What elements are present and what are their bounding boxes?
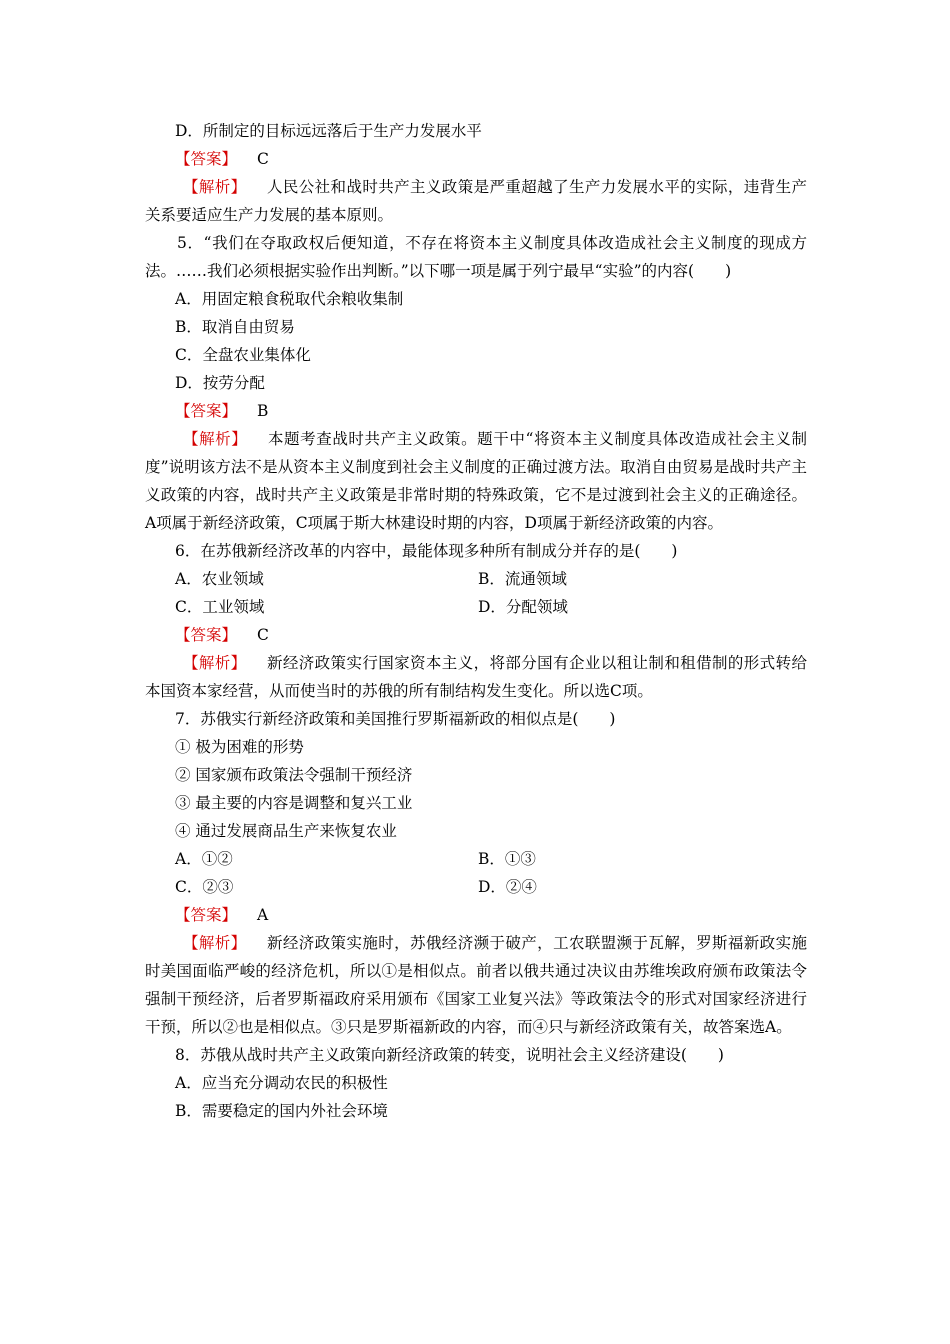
answer-tag: 【答案】 xyxy=(175,402,238,420)
q5-analysis-block xyxy=(145,425,807,537)
q4-option-d: D．所制定的目标远远落后于生产力发展水平 xyxy=(175,122,482,140)
answer-tag: 【答案】 xyxy=(175,906,238,924)
analysis-tag: 【解析】 xyxy=(183,934,247,952)
q5-answer: B xyxy=(257,402,269,420)
q7-options-row-1 xyxy=(145,845,807,873)
q6-option-a: A．农业领域 xyxy=(175,570,264,588)
q8-option-a: A．应当充分调动农民的积极性 xyxy=(175,1074,388,1092)
q6-analysis: 新经济政策实行国家资本主义，将部分国有企业以租让制和租借制的形式转给本国资本家经营，从而使当时的苏俄的所有制结构发生变化。所以选C项。 xyxy=(145,654,807,700)
q7-stem: 7．苏俄实行新经济政策和美国推行罗斯福新政的相似点是( ) xyxy=(175,710,616,728)
q5-option-a: A．用固定粮食税取代余粮收集制 xyxy=(175,290,404,308)
q4-analysis: 人民公社和战时共产主义政策是严重超越了生产力发展水平的实际，违背生产关系要适应生产力发展的基本原则。 xyxy=(145,178,807,224)
q8-option-b: B．需要稳定的国内外社会环境 xyxy=(175,1102,388,1120)
q7-item-4: ④ 通过发展商品生产来恢复农业 xyxy=(175,822,397,840)
q6-answer: C xyxy=(257,626,269,644)
analysis-tag: 【解析】 xyxy=(183,178,247,196)
q6-option-d: D．分配领域 xyxy=(478,598,568,616)
q7-option-d: D．②④ xyxy=(478,878,537,896)
q6-stem: 6．在苏俄新经济改革的内容中，最能体现多种所有制成分并存的是( ) xyxy=(175,542,678,560)
document-body xyxy=(145,117,807,1125)
q8-stem: 8．苏俄从战时共产主义政策向新经济政策的转变，说明社会主义经济建设( ) xyxy=(175,1046,724,1064)
q5-answer-line xyxy=(145,397,807,425)
answer-tag: 【答案】 xyxy=(175,150,238,168)
q6-options-row-2 xyxy=(145,593,807,621)
q7-option-c: C．②③ xyxy=(175,878,234,896)
q5-analysis: 本题考查战时共产主义政策。题干中“将资本主义制度具体改造成社会主义制度”说明该方法不是从资本主义制度到社会主义制度的正确过渡方法。取消自由贸易是战时共产主义政策的内容，战时共产主义政策是非常时期的特殊政策，它不是过渡到社会主义的正确途径。A项属于新经济政策，C项属于斯大林建设时期的内容，D项属于新经济政策的内容。 xyxy=(145,430,807,532)
q6-options-row-1 xyxy=(145,565,807,593)
q7-options-row-2 xyxy=(145,873,807,901)
q7-option-b: B．①③ xyxy=(478,850,536,868)
q4-analysis-block xyxy=(145,173,807,229)
q5-option-d: D．按劳分配 xyxy=(175,374,265,392)
q6-option-c: C．工业领域 xyxy=(175,598,265,616)
analysis-tag: 【解析】 xyxy=(183,430,248,448)
q7-item-1: ① 极为困难的形势 xyxy=(175,738,304,756)
q4-answer: C xyxy=(257,150,269,168)
q7-answer: A xyxy=(257,906,269,924)
q7-analysis: 新经济政策实施时，苏俄经济濒于破产，工农联盟濒于瓦解，罗斯福新政实施时美国面临严峻的经济危机，所以①是相似点。前者以俄共通过决议由苏维埃政府颁布政策法令强制干预经济，后者罗斯福政府采用颁布《国家工业复兴法》等政策法令的形式对国家经济进行干预，所以②也是相似点。③只是罗斯福新政的内容，而④只与新经济政策有关，故答案选A。 xyxy=(145,934,807,1036)
q6-analysis-block xyxy=(145,649,807,705)
q5-option-c: C．全盘农业集体化 xyxy=(175,346,311,364)
q7-option-a: A．①② xyxy=(175,850,233,868)
q7-analysis-block xyxy=(145,929,807,1041)
q6-answer-line xyxy=(145,621,807,649)
q7-item-3: ③ 最主要的内容是调整和复兴工业 xyxy=(175,794,413,812)
q7-answer-line xyxy=(145,901,807,929)
q6-option-b: B．流通领域 xyxy=(478,570,567,588)
answer-tag: 【答案】 xyxy=(175,626,238,644)
q4-answer-line xyxy=(145,145,807,173)
q7-item-2: ② 国家颁布政策法令强制干预经济 xyxy=(175,766,413,784)
analysis-tag: 【解析】 xyxy=(183,654,247,672)
q5-stem: 5．“我们在夺取政权后便知道，不存在将资本主义制度具体改造成社会主义制度的现成方法。……我们必须根据实验作出判断。”以下哪一项是属于列宁最早“实验”的内容( ) xyxy=(145,234,807,280)
q5-option-b: B．取消自由贸易 xyxy=(175,318,295,336)
